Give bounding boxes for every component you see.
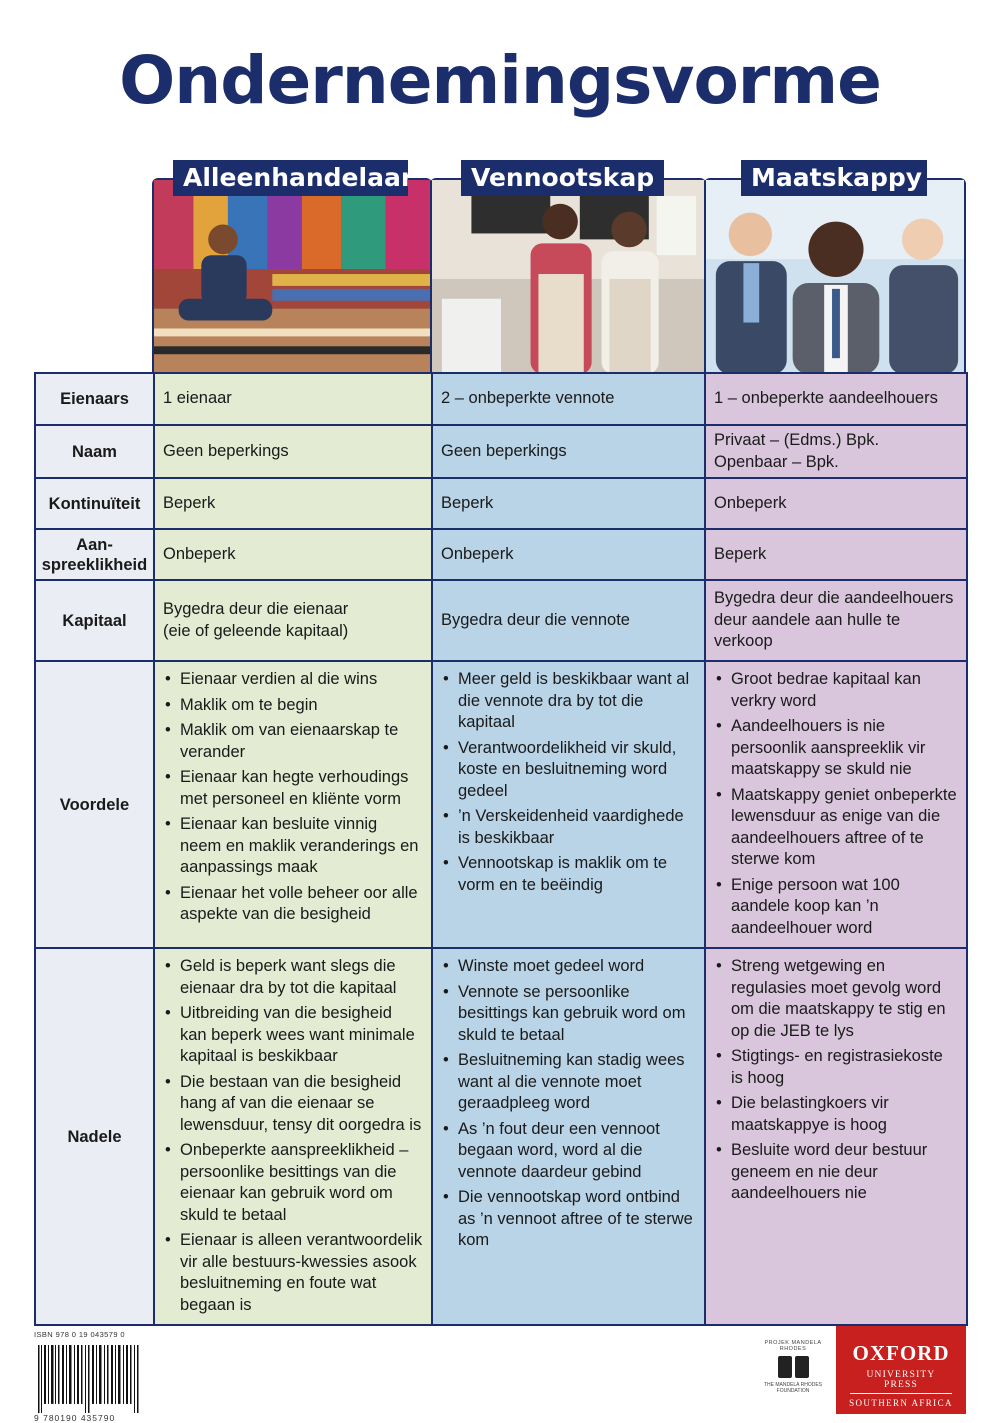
oxford-logo	[836, 1326, 966, 1414]
list-item: • Stigtings- en registrasiekoste is hoog	[714, 1046, 958, 1089]
list-item: • Die vennootskap word ontbind as ’n vennoot aftree of te sterwe kom	[441, 1187, 696, 1252]
cell-nadele-maatskappy	[705, 948, 967, 1325]
list-item: • Eienaar kan hegte verhoudings met personeel en kliënte vorm	[163, 767, 423, 810]
mandela-portraits-icon	[760, 1356, 826, 1378]
cell-kapitaal-maatskappy: Bygedra deur die aandeelhouers deur aandele aan hulle te verkoop	[705, 580, 967, 661]
cell-naam-maatskappy	[705, 425, 967, 478]
nadele-list-vennootskap	[441, 956, 696, 1252]
list-item: • Onbeperkte aanspreeklikheid – persoonlike besittings van die eienaar kan gebruik word om skuld te betaal	[163, 1140, 423, 1226]
cell-kapitaal-alleenhandelaar	[154, 580, 432, 661]
isbn-text: ISBN 978 0 19 043579 0	[34, 1330, 125, 1339]
list-item: • Besluite word deur bestuur geneem en nie deur aandeelhouers nie	[714, 1140, 958, 1205]
barcode-area	[34, 1330, 144, 1423]
cell-nadele-alleenhandelaar	[154, 948, 432, 1325]
barcode	[34, 1345, 144, 1413]
page-title: Ondernemingsvorme	[119, 42, 881, 119]
list-item: • ’n Verskeidenheid vaardighede is beskikbaar	[441, 806, 696, 849]
row-label-kontinuiteit: Kontinuïteit	[35, 478, 154, 529]
list-item: • Maatskappy geniet onbeperkte lewensduur as enige van die aandeelhouers aftree of te sterwe kom	[714, 785, 958, 871]
naam-private-line: Privaat – (Edms.) Bpk.	[714, 431, 880, 449]
list-item: • Eienaar kan besluite vinnig neem en maklik veranderings en aanpassings maak	[163, 814, 423, 879]
row-kontinuiteit	[35, 478, 967, 529]
row-eienaars	[35, 373, 967, 425]
naam-public-line: Openbaar – Bpk.	[714, 452, 839, 471]
row-nadele	[35, 948, 967, 1325]
list-item: • Eienaar is alleen verantwoordelik vir alle bestuurs-kwessies asook besluitneming en foute wat begaan is	[163, 1230, 423, 1316]
nadele-list-alleenhandelaar	[163, 956, 423, 1316]
list-item: • Besluitneming kan stadig wees want al die vennote moet geraadpleeg word	[441, 1050, 696, 1115]
cell-aanspreeklikheid-vennootskap: Onbeperk	[432, 529, 705, 580]
row-aanspreeklikheid	[35, 529, 967, 580]
voordele-list-alleenhandelaar	[163, 669, 423, 926]
row-label-naam: Naam	[35, 425, 154, 478]
cell-eienaars-alleenhandelaar: 1 eienaar	[154, 373, 432, 425]
column-header-vennootskap: Vennootskap	[461, 160, 664, 196]
voordele-list-vennootskap	[441, 669, 696, 896]
comparison-table	[34, 372, 968, 1326]
list-item: • Eienaar het volle beheer oor alle aspekte van die besigheid	[163, 883, 423, 926]
list-item: • Die bestaan van die besigheid hang af van die eienaar se lewensduur, tensy dit oorgedra is	[163, 1072, 423, 1137]
cell-kontinuiteit-alleenhandelaar: Beperk	[154, 478, 432, 529]
cell-kapitaal-vennootskap: Bygedra deur die vennote	[432, 580, 705, 661]
list-item: • Vennote se persoonlike besittings kan gebruik word om skuld te betaal	[441, 982, 696, 1047]
list-item: • As ’n fout deur een vennoot begaan word, word al die vennote daardeur gebind	[441, 1119, 696, 1184]
photo-company	[704, 178, 966, 374]
list-item: • Aandeelhouers is nie persoonlik aanspreeklik vir maatskappy se skuld nie	[714, 716, 958, 781]
cell-eienaars-vennootskap: 2 – onbeperkte vennote	[432, 373, 705, 425]
cell-voordele-vennootskap	[432, 661, 705, 948]
column-header-maatskappy: Maatskappy	[741, 160, 927, 196]
cell-aanspreeklikheid-alleenhandelaar: Onbeperk	[154, 529, 432, 580]
mandela-top-text: PROJEK MANDELA RHODES	[764, 1340, 822, 1352]
list-item: • Die belastingkoers vir maatskappye is hoog	[714, 1093, 958, 1136]
list-item: • Groot bedrae kapitaal kan verkry word	[714, 669, 958, 712]
row-label-eienaars: Eienaars	[35, 373, 154, 425]
row-voordele	[35, 661, 967, 948]
row-kapitaal	[35, 580, 967, 661]
row-naam	[35, 425, 967, 478]
oxford-line-3: SOUTHERN AFRICA	[849, 1398, 953, 1408]
cell-kontinuiteit-maatskappy: Onbeperk	[705, 478, 967, 529]
kapitaal-line-1: Bygedra deur die eienaar	[163, 600, 349, 618]
nadele-list-maatskappy	[714, 956, 958, 1205]
mandela-rhodes-logo	[760, 1340, 826, 1394]
barcode-number: 9 780190 435790	[34, 1413, 116, 1423]
cell-naam-alleenhandelaar: Geen beperkings	[154, 425, 432, 478]
list-item: • Winste moet gedeel word	[441, 956, 696, 978]
cell-eienaars-maatskappy: 1 – onbeperkte aandeelhouers	[705, 373, 967, 425]
cell-aanspreeklikheid-maatskappy: Beperk	[705, 529, 967, 580]
list-item: • Maklik om van eienaarskap te verander	[163, 720, 423, 763]
photo-sole-trader	[152, 178, 432, 374]
cell-naam-vennootskap: Geen beperkings	[432, 425, 705, 478]
label-line-1: Aan-	[76, 535, 113, 554]
cell-voordele-maatskappy	[705, 661, 967, 948]
list-item: • Verantwoordelikheid vir skuld, koste en besluitneming word gedeel	[441, 738, 696, 803]
list-item: • Geld is beperk want slegs die eienaar dra by tot die kapitaal	[163, 956, 423, 999]
list-item: • Eienaar verdien al die wins	[163, 669, 423, 691]
cell-kontinuiteit-vennootskap: Beperk	[432, 478, 705, 529]
row-label-aanspreeklikheid	[35, 529, 154, 580]
list-item: • Maklik om te begin	[163, 695, 423, 717]
list-item: • Meer geld is beskikbaar want al die vennote dra by tot die kapitaal	[441, 669, 696, 734]
list-item: • Streng wetgewing en regulasies moet gevolg word om die maatskappy te stig en op die JEB te lys	[714, 956, 958, 1042]
kapitaal-line-2: (eie of geleende kapitaal)	[163, 621, 349, 640]
oxford-line-1: OXFORD	[852, 1341, 950, 1365]
row-label-kapitaal: Kapitaal	[35, 580, 154, 661]
label-line-2: spreeklikheid	[41, 555, 148, 574]
list-item: • Enige persoon wat 100 aandele koop kan ’n aandeelhouer word	[714, 875, 958, 940]
row-label-nadele: Nadele	[35, 948, 154, 1325]
row-label-voordele: Voordele	[35, 661, 154, 948]
cell-nadele-vennootskap	[432, 948, 705, 1325]
oxford-line-2: UNIVERSITY PRESS	[850, 1370, 952, 1394]
voordele-list-maatskappy	[714, 669, 958, 939]
photo-partnership	[430, 178, 706, 374]
cell-voordele-alleenhandelaar	[154, 661, 432, 948]
list-item: • Uitbreiding van die besigheid kan beperk wees want minimale kapitaal is beskikbaar	[163, 1003, 423, 1068]
column-header-alleenhandelaar: Alleenhandelaar	[173, 160, 408, 196]
list-item: • Vennootskap is maklik om te vorm en te beëindig	[441, 853, 696, 896]
mandela-bottom-text: THE MANDELA RHODES FOUNDATION	[763, 1382, 823, 1394]
